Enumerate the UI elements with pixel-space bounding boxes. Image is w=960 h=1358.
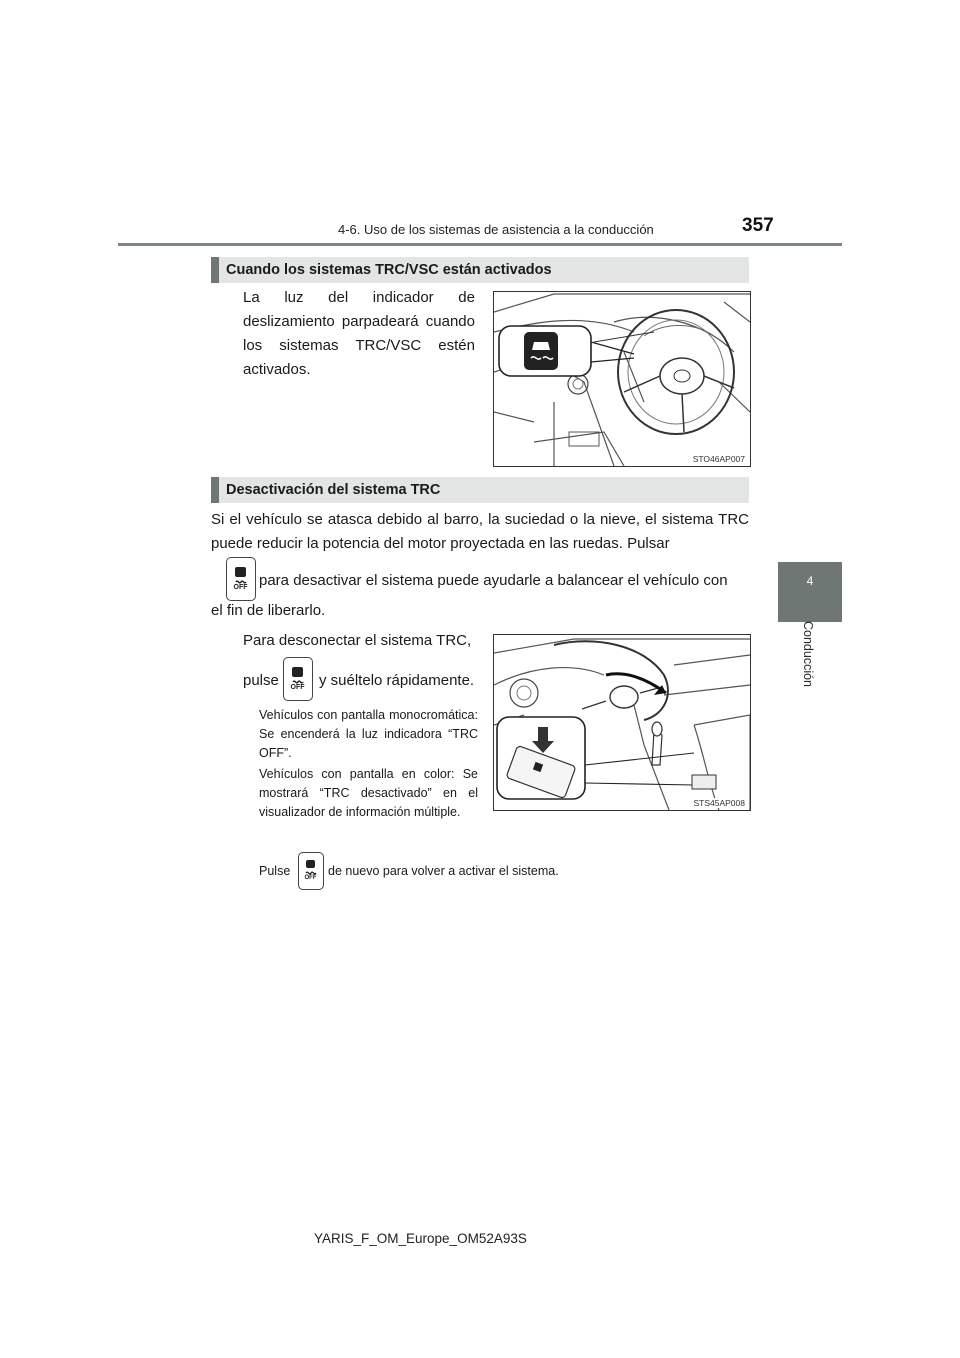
off-label: OFF — [290, 684, 305, 691]
chapter-number: 4 — [806, 574, 814, 588]
note-monochrome: Vehículos con pantalla monocromática: Se encenderá la luz indicadora “TRC OFF”. — [259, 708, 478, 760]
footer-document-code: YARIS_F_OM_Europe_OM52A93S — [314, 1231, 527, 1246]
step-2-release: y suéltelo rápidamente. — [319, 672, 475, 689]
trc-off-button-icon — [226, 557, 256, 601]
trc-off-icon — [299, 853, 322, 888]
off-label: OFF — [304, 875, 317, 881]
reactivate-text: de nuevo para volver a activar el sistema. — [328, 864, 559, 878]
dashboard-drawing — [494, 292, 750, 466]
trc-off-button-icon — [298, 852, 324, 890]
section-title: Desactivación del sistema TRC — [226, 482, 441, 498]
slip-indicator-illustration — [493, 291, 751, 467]
section-header-trc-disable — [211, 477, 749, 503]
note-color-display: Vehículos con pantalla en color: Se mostrará “TRC desactivado” en el visualizador de información múltiple. — [259, 767, 478, 819]
section-accent — [211, 477, 219, 503]
console-drawing — [494, 635, 750, 810]
step-2-pulse: pulse — [243, 672, 279, 689]
section-accent — [211, 257, 219, 283]
trc-intro-line-3: el fin de liberarlo. — [211, 602, 326, 619]
slip-indicator-paragraph: La luz del indicador de deslizamiento parpadeará cuando los sistemas TRC/VSC estén activados. — [243, 289, 475, 378]
step-1-text: Para desconectar el sistema TRC, — [243, 632, 472, 649]
header-section-title: 4-6. Uso de los sistemas de asistencia a la conducción — [338, 222, 654, 237]
reactivate-pulse: Pulse — [259, 864, 291, 878]
trc-intro-line-1: Si el vehículo se atasca debido al barro, la suciedad o la nieve, el sistema TRC puede reducir la potencia del motor proyectada en las ruedas. Pulsar — [211, 511, 749, 552]
trc-intro-line-2: para desactivar el sistema puede ayudarle a balancear el vehículo con — [259, 572, 728, 589]
header-rule — [118, 243, 842, 246]
off-label: OFF — [233, 584, 248, 591]
figure-code: STO46AP007 — [692, 454, 745, 464]
section-title: Cuando los sistemas TRC/VSC están activados — [226, 262, 552, 278]
trc-off-icon — [284, 658, 311, 699]
page-number: 357 — [742, 215, 774, 236]
trc-button-illustration — [493, 634, 751, 811]
trc-off-icon — [227, 558, 254, 599]
chapter-label: Conducción — [801, 620, 815, 687]
section-header-trc-vsc-active — [211, 257, 749, 283]
trc-off-button-icon — [283, 657, 313, 701]
figure-code: STS45AP008 — [693, 798, 745, 808]
